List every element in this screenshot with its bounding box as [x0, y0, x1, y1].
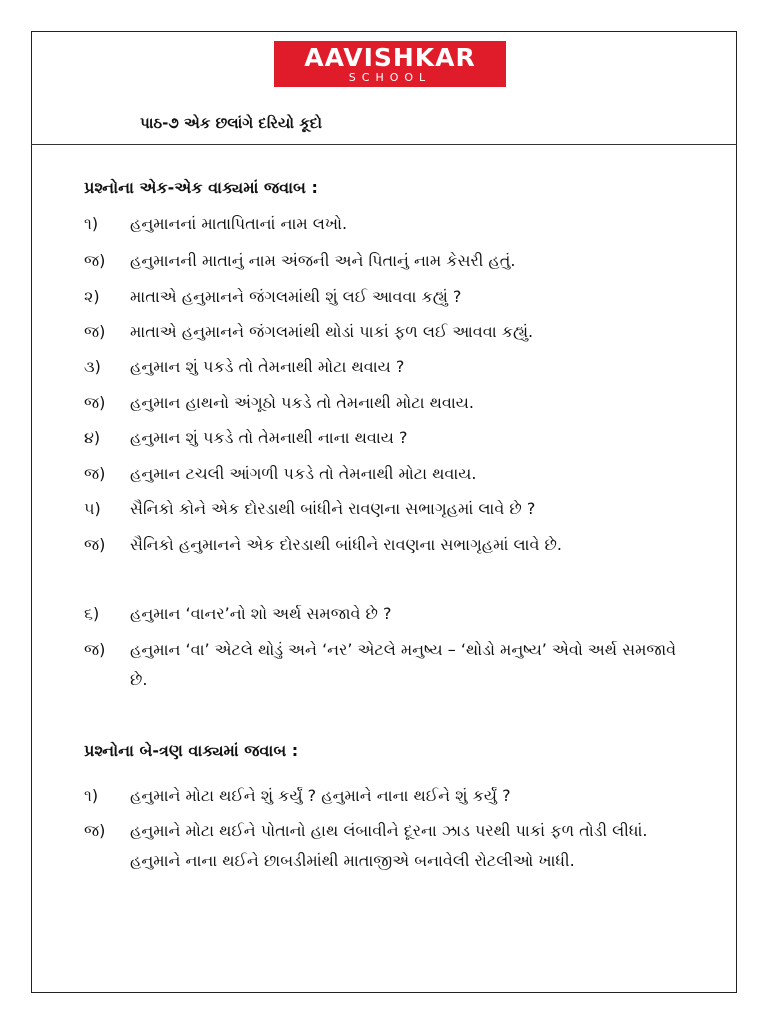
- question-row: [84, 599, 684, 629]
- answer-text: હનુમાન ટચલી આંગળી પકડે તો તેમનાથી મોટા થવાય.: [130, 464, 477, 483]
- question-text: હનુમાન શું પકડે તો તેમનાથી મોટા થવાય ?: [130, 357, 405, 376]
- answer-row: [84, 246, 684, 276]
- question-number: ૬): [84, 604, 100, 623]
- question-row: [84, 423, 684, 453]
- answer-row: [84, 317, 684, 347]
- question-number: ૧): [84, 214, 99, 233]
- question-row: [84, 282, 684, 312]
- answer-marker: જ): [84, 251, 106, 270]
- question-row: [84, 209, 684, 239]
- logo-brand: AAVISHKAR: [304, 43, 476, 72]
- answer-marker: જ): [84, 464, 106, 483]
- section-heading-two-three-sentences: પ્રશ્નોના બે-ત્રણ વાક્યમાં જવાબ :: [84, 741, 299, 760]
- question-text: સૈનિકો કોને એક દોરડાથી બાંધીને રાવણના સભાગૃહમાં લાવે છે ?: [130, 499, 536, 518]
- chapter-title: પાઠ-૭ એક છલાંગે દરિયો કૂદો: [140, 114, 322, 132]
- question-number: ૪): [84, 428, 101, 447]
- answer-marker: જ): [84, 535, 106, 554]
- question-number: ૨): [84, 287, 100, 306]
- question-number: ૩): [84, 357, 101, 376]
- question-row: [84, 781, 684, 811]
- answer-marker: જ): [84, 393, 106, 412]
- question-row: [84, 494, 684, 524]
- question-text: માતાએ હનુમાનને જંગલમાંથી શું લઈ આવવા કહ્યું ?: [130, 287, 462, 306]
- question-number: ૧): [84, 786, 99, 805]
- answer-text: હનુમાનની માતાનું નામ અંજની અને પિતાનું નામ કેસરી હતું.: [130, 251, 516, 270]
- answer-row: [84, 816, 684, 876]
- school-logo: [274, 41, 506, 87]
- answer-marker: જ): [84, 640, 106, 659]
- answer-text: હનુમાન હાથનો અંગૂઠો પકડે તો તેમનાથી મોટા થવાય.: [130, 393, 474, 412]
- answer-text: સૈનિકો હનુમાનને એક દોરડાથી બાંધીને રાવણના સભાગૃહમાં લાવે છે.: [130, 535, 562, 554]
- answer-row: [84, 388, 684, 418]
- answer-row: [84, 530, 684, 560]
- question-text: હનુમાન ‘વાનર’નો શો અર્થ સમજાવે છે ?: [130, 604, 392, 623]
- question-row: [84, 352, 684, 382]
- section-heading-one-sentence: પ્રશ્નોના એક-એક વાક્યમાં જવાબ :: [84, 178, 318, 197]
- answer-marker: જ): [84, 821, 106, 840]
- answer-row: [84, 459, 684, 489]
- question-text: હનુમાન શું પકડે તો તેમનાથી નાના થવાય ?: [130, 428, 408, 447]
- question-text: હનુમાનનાં માતાપિતાનાં નામ લખો.: [130, 214, 348, 233]
- question-number: ૫): [84, 499, 101, 518]
- answer-text: માતાએ હનુમાનને જંગલમાંથી થોડાં પાકાં ફળ લઈ આવવા કહ્યું.: [130, 322, 534, 341]
- answer-marker: જ): [84, 322, 106, 341]
- question-text: હનુમાને મોટા થઈને શું કર્યું ? હનુમાને નાના થઈને શું કર્યું ?: [130, 786, 511, 805]
- answer-row: [84, 635, 684, 695]
- answer-text: હનુમાને મોટા થઈને પોતાનો હાથ લંબાવીને દૂરના ઝાડ પરથી પાકાં ફળ તોડી લીધાં. હનુમાને નાના થઈને છાબડીમાંથી માતાજીએ બનાવેલી રોટલીઓ ખાધી.: [130, 821, 648, 870]
- logo-subtitle: SCHOOL: [348, 71, 432, 84]
- header-divider: [31, 144, 737, 145]
- answer-text: હનુમાન ‘વા’ એટલે થોડું અને ‘નર’ એટલે મનુષ્ય – ‘થોડો મનુષ્ય’ એવો અર્થ સમજાવે છે.: [130, 640, 677, 689]
